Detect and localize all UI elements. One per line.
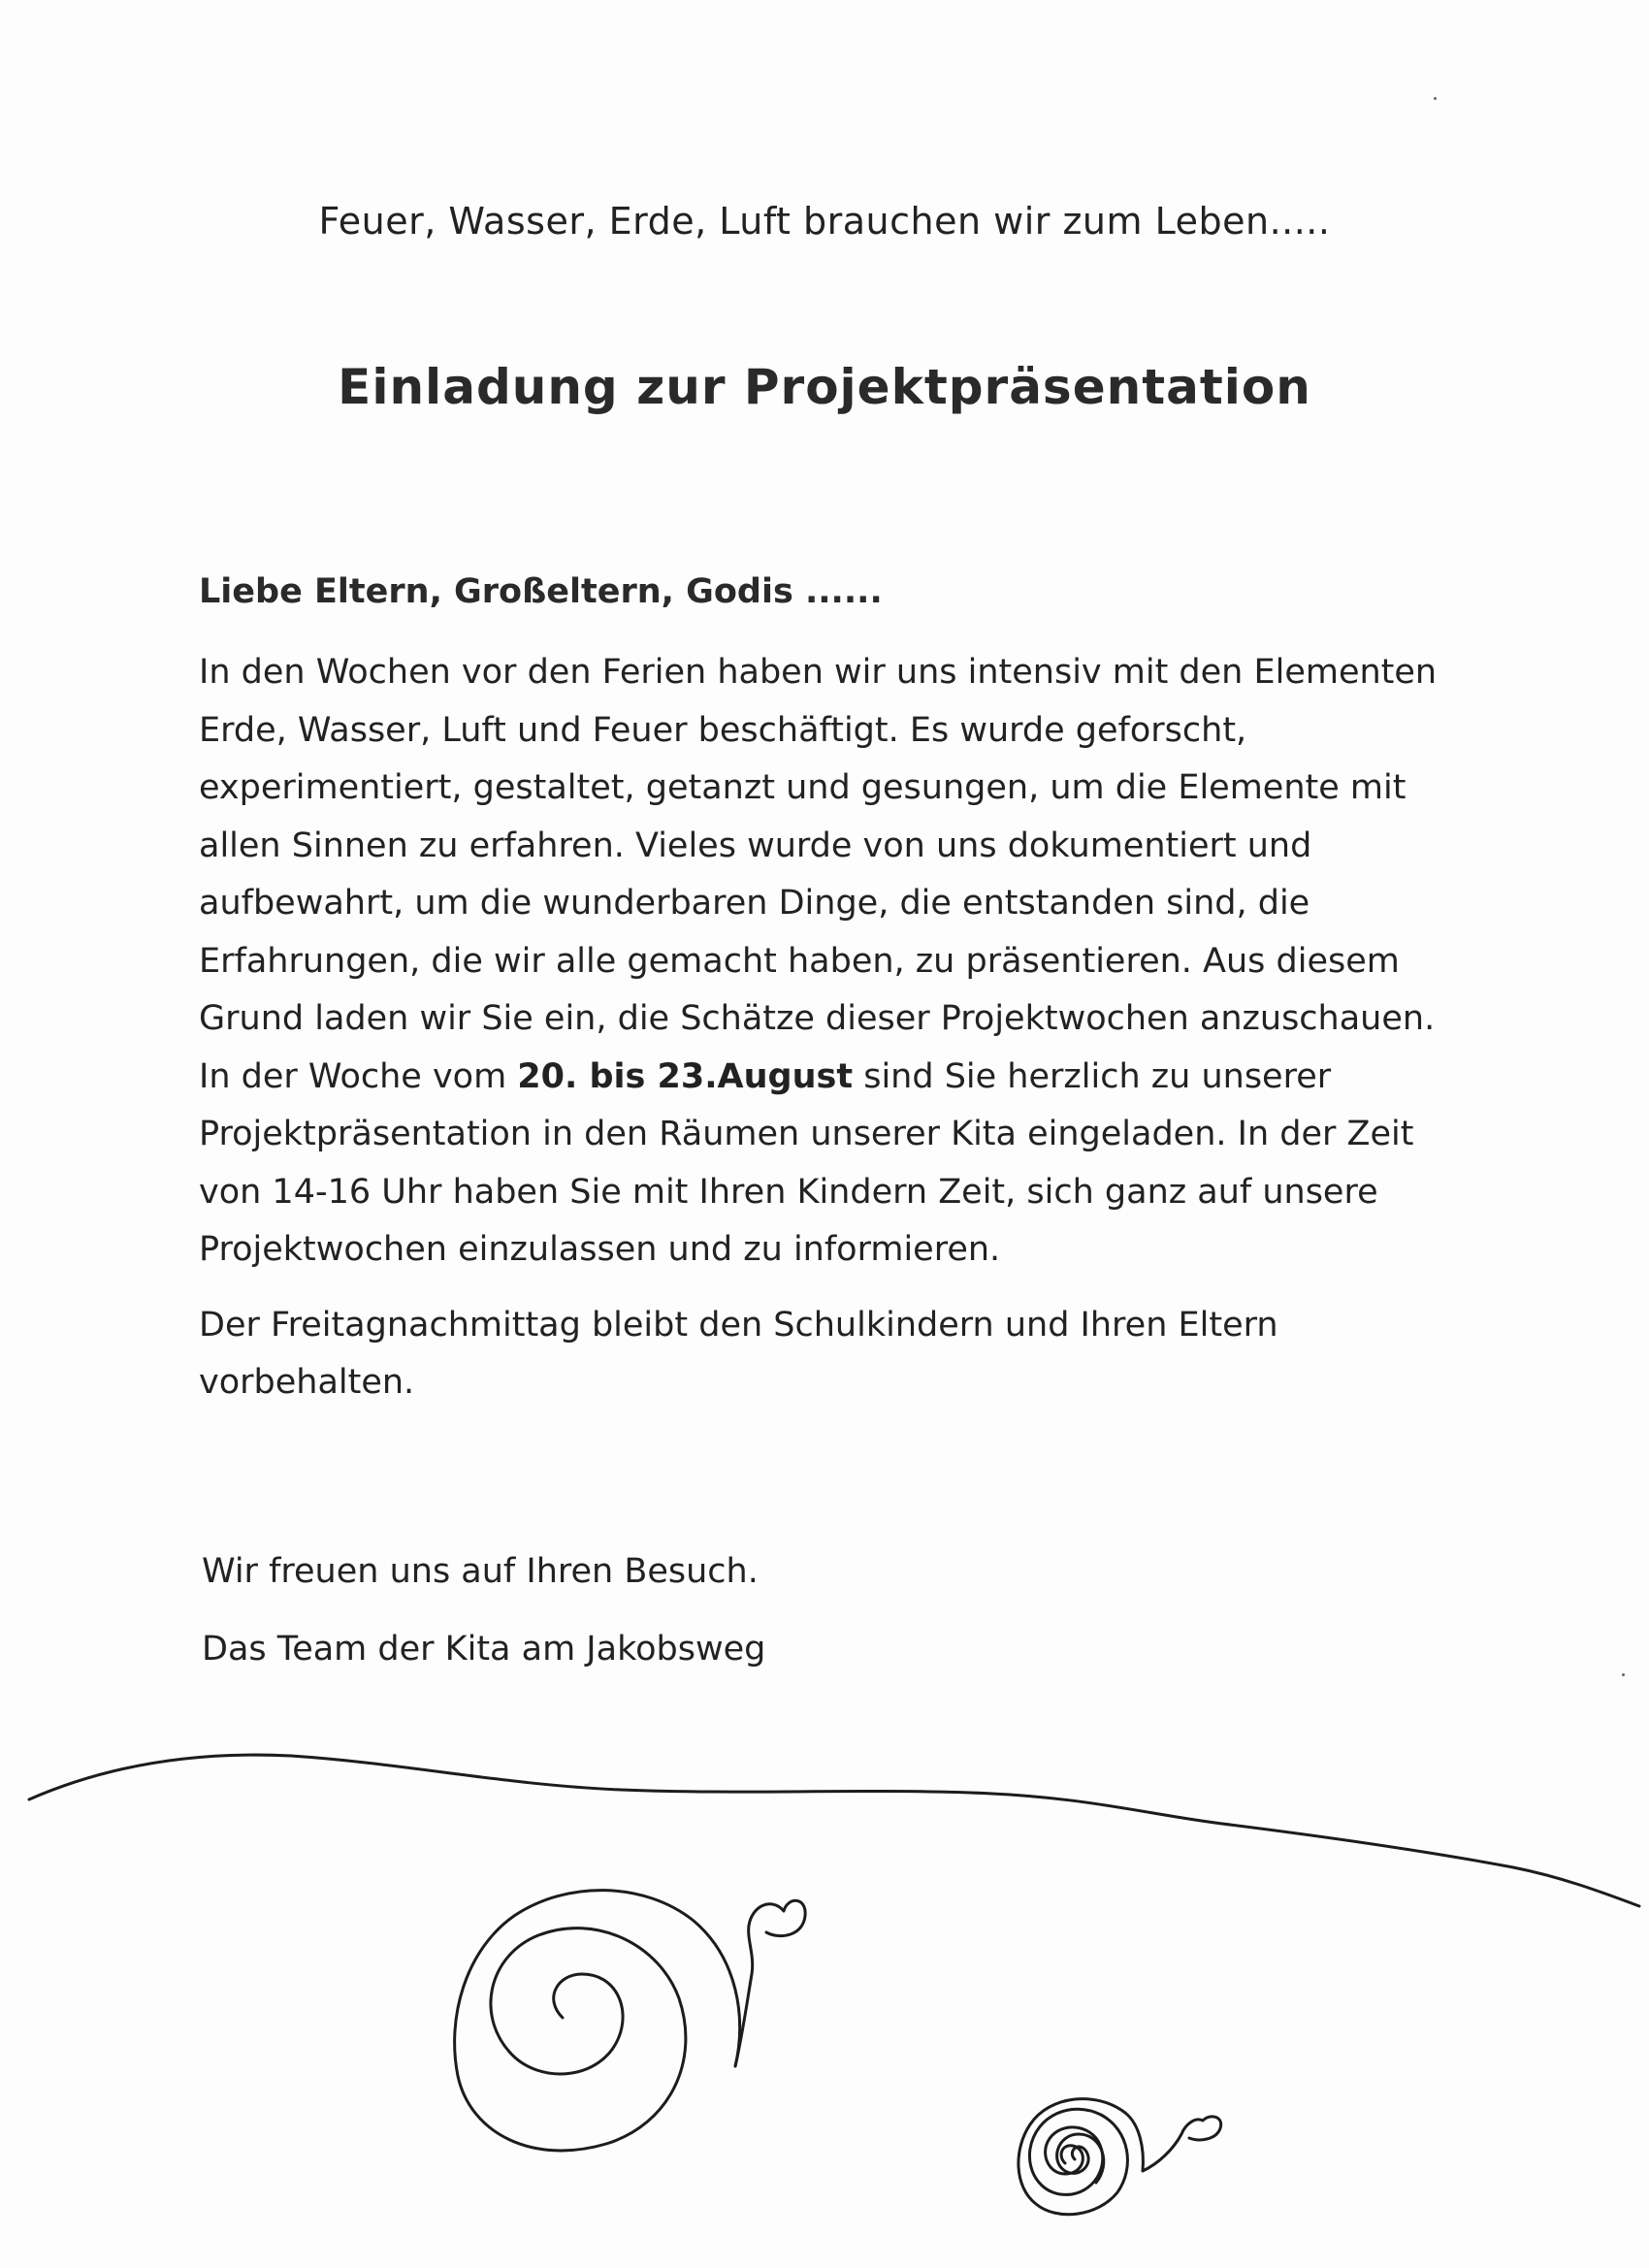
friday-note: Der Freitagnachmittag bleibt den Schulkindern und Ihren Eltern vorbehalten. <box>199 1305 1278 1402</box>
closing-line: Wir freuen uns auf Ihren Besuch. <box>202 1552 759 1591</box>
snail-large-body <box>735 1900 805 2066</box>
snail-large-shell <box>455 1891 740 2151</box>
snail-small-body <box>1125 2113 1221 2171</box>
paragraph-text-part1: In den Wochen vor den Ferien haben wir uns intensiv mit den Elementen Erde, Wasser, Luft und Feuer beschäftigt. Es wurde geforscht, experimentiert, gestaltet, getanzt und gesungen, um die Elemente mit allen Sinnen zu erfahren. Vieles wurde von uns dokumentiert und aufbewahrt, um die wunderbaren Dinge, die entstanden sind, die Erfahrungen, die wir alle gemacht haben, zu präsentieren. Aus diesem Grund laden wir Sie ein, die Schätze dieser Projektwochen anzuschauen. In der Woche vom <box>199 653 1438 1096</box>
event-dates: 20. bis 23.August <box>517 1056 854 1096</box>
child-drawing-snails <box>0 1707 1649 2251</box>
greeting: Liebe Eltern, Großeltern, Godis ...... <box>199 572 883 611</box>
motto-line: Feuer, Wasser, Erde, Luft brauchen wir zum Leben..... <box>318 200 1331 243</box>
scan-speck <box>1622 1673 1625 1676</box>
signature-line: Das Team der Kita am Jakobsweg <box>202 1630 766 1669</box>
letter-body <box>199 563 1440 1412</box>
ground-line <box>29 1755 1639 1906</box>
paragraph-text-part2: sind Sie herzlich zu unserer Projektpräsentation in den Räumen unserer Kita eingeladen. In der Zeit von 14-16 Uhr haben Sie mit Ihren Kindern Zeit, sich ganz auf unsere Projektwochen einzulassen und zu informieren. <box>199 1056 1414 1269</box>
main-paragraph <box>199 644 1440 1280</box>
page-title: Einladung zur Projektpräsentation <box>338 359 1311 415</box>
scan-speck <box>1434 97 1437 100</box>
